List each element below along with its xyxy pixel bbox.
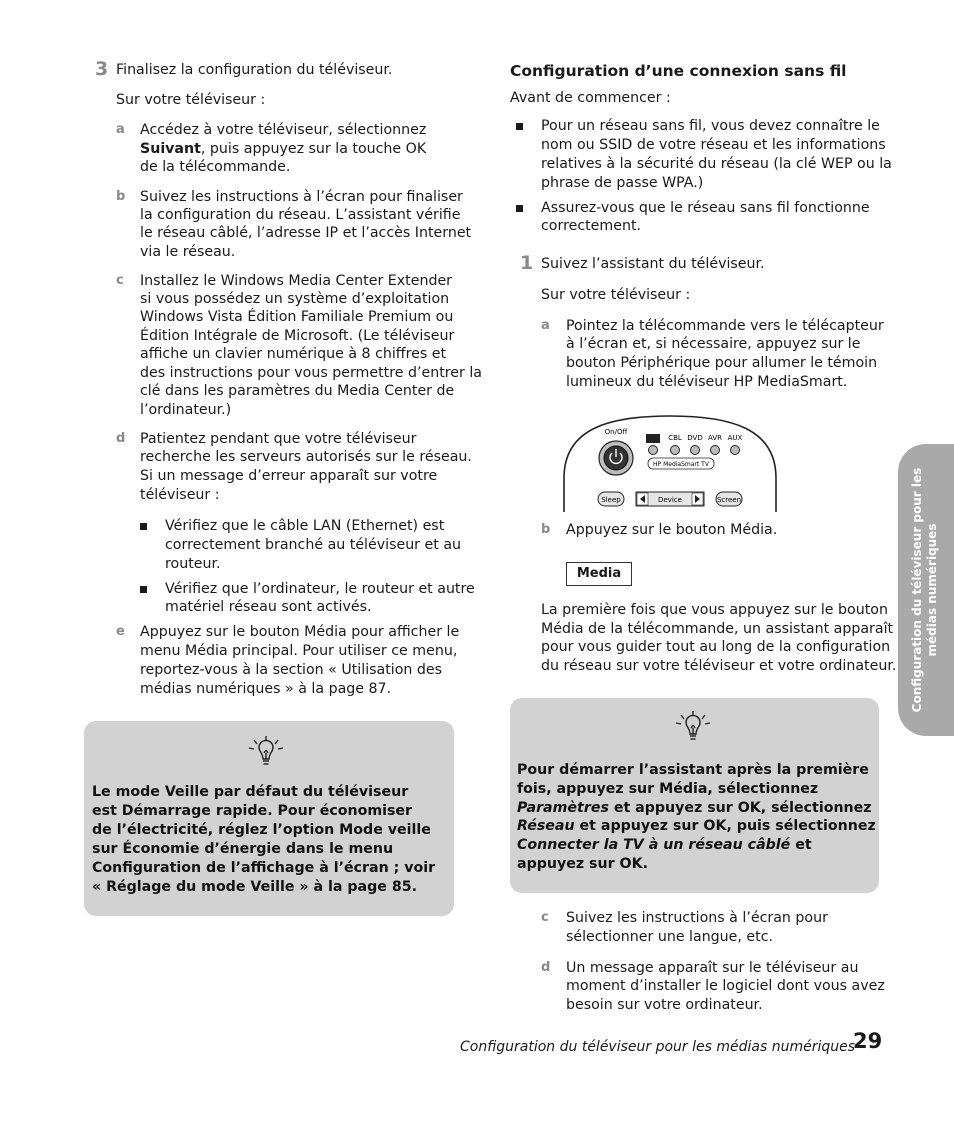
dvd-indicator (691, 446, 700, 455)
tip-text (517, 817, 876, 836)
intro-text: Avant de commencer : (510, 90, 671, 106)
page-number: 29 (853, 1029, 883, 1053)
paragraph-text: du réseau sur votre téléviseur et votre ordinateur. (541, 658, 897, 674)
item-text: la configuration du réseau. L’assistant vérifie (140, 207, 461, 223)
item-text: lumineux du téléviseur HP MediaSmart. (566, 374, 848, 390)
item-text: Appuyez sur le bouton Média pour afficher le (140, 624, 460, 640)
bullet-marker (140, 523, 147, 530)
item-text: affiche un clavier numérique à 8 chiffres et (140, 346, 447, 362)
footer-chapter-title: Configuration du téléviseur pour les médias numériques (460, 1039, 856, 1055)
bullet-text: Vérifiez que l’ordinateur, le routeur et autre (165, 581, 475, 597)
paragraph-text: Média de la télécommande, un assistant apparaît (541, 621, 894, 637)
bullet-text: Pour un réseau sans fil, vous devez connaître le (541, 118, 880, 134)
section-heading: Configuration d’une connexion sans fil (510, 62, 847, 80)
item-letter: b (541, 522, 551, 537)
tip-text: de l’électricité, réglez l’option Mode veille (92, 822, 431, 838)
item-letter: d (116, 431, 126, 446)
paragraph-text: pour vous guider tout au long de la configuration (541, 639, 891, 655)
tip-text: sur Économie d’énergie dans le menu (92, 841, 394, 857)
step-number: 1 (520, 252, 534, 274)
bullet-text: routeur. (165, 556, 221, 572)
tip-text-rest: et appuyez sur OK, puis sélectionnez (574, 818, 876, 834)
step-text: Finalisez la configuration du téléviseur. (116, 62, 393, 78)
bullet-marker (516, 123, 523, 130)
item-letter: b (116, 189, 126, 204)
menu-term: Paramètres (517, 800, 609, 816)
tip-text: « Réglage du mode Veille » à la page 85. (92, 879, 417, 895)
screen-label: Screen (716, 496, 742, 504)
onoff-label: On/Off (604, 428, 628, 436)
tip-text: Le mode Veille par défaut du téléviseur (92, 784, 409, 800)
bullet-text: Vérifiez que le câble LAN (Ethernet) est (165, 518, 445, 534)
item-text: Suivez les instructions à l’écran pour (566, 910, 828, 926)
item-text: menu Média principal. Pour utiliser ce menu, (140, 643, 458, 659)
item-text: le réseau câblé, l’adresse IP et l’accès Internet (140, 225, 472, 241)
item-text: Appuyez sur le bouton Média. (566, 522, 778, 538)
hp-label: HP MediaSmart TV (653, 461, 709, 468)
chapter-side-tab (898, 444, 954, 736)
bold-term: Suivant (140, 141, 201, 157)
device-label: Device (658, 496, 682, 504)
item-text: besoin sur votre ordinateur. (566, 997, 763, 1013)
menu-term: Connecter la TV à un réseau câblé (517, 837, 791, 853)
item-text: Un message apparaît sur le téléviseur au (566, 960, 859, 976)
item-text: à l’écran et, si nécessaire, appuyez sur le (566, 336, 861, 352)
item-text: si vous possédez un système d’exploitation (140, 291, 450, 307)
item-text: via le réseau. (140, 244, 236, 260)
tv-indicator (649, 446, 658, 455)
tip-text (517, 799, 872, 818)
item-letter: c (541, 910, 549, 925)
tip-text (517, 836, 812, 855)
tip-text: Pour démarrer l’assistant après la première (517, 762, 869, 778)
bullet-marker (140, 586, 147, 593)
item-text: médias numériques » à la page 87. (140, 681, 392, 697)
lightbulb-icon (246, 735, 286, 775)
item-text: téléviseur : (140, 487, 220, 503)
item-text: des instructions pour vous permettre d’entrer la (140, 365, 482, 381)
item-text: Patientez pendant que votre téléviseur (140, 431, 417, 447)
item-text: sélectionner une langue, etc. (566, 929, 774, 945)
step-number: 3 (95, 58, 109, 80)
item-text: de la télécommande. (140, 159, 291, 175)
media-button-illustration: Media (566, 562, 632, 586)
step-text: Suivez l’assistant du téléviseur. (541, 256, 765, 272)
item-text: reportez-vous à la section « Utilisation des (140, 662, 443, 678)
item-letter: a (116, 122, 125, 137)
aux-indicator (731, 446, 740, 455)
item-letter: e (116, 624, 125, 639)
item-text: Édition Intégrale de Microsoft. (Le téléviseur (140, 328, 455, 344)
step-subtext: Sur votre téléviseur : (541, 287, 691, 303)
item-text: Installez le Windows Media Center Extender (140, 273, 453, 289)
item-text: l’ordinateur.) (140, 402, 232, 418)
item-text: recherche les serveurs autorisés sur le réseau. (140, 449, 472, 465)
tip-text: est Démarrage rapide. Pour économiser (92, 803, 413, 819)
item-letter: c (116, 273, 124, 288)
item-text: Accédez à votre téléviseur, sélectionnez (140, 122, 427, 138)
sleep-label: Sleep (601, 496, 621, 504)
item-text: Pointez la télécommande vers le télécapteur (566, 318, 884, 334)
bullet-text: Assurez-vous que le réseau sans fil fonctionne (541, 200, 870, 216)
item-text: Suivez les instructions à l’écran pour finaliser (140, 189, 463, 205)
aux-label: AUX (727, 434, 743, 442)
remote-control-illustration (560, 408, 780, 516)
cbl-label: CBL (668, 434, 682, 442)
tip-text-rest: et appuyez sur OK, sélectionnez (608, 800, 872, 816)
item-letter: a (541, 318, 550, 333)
dvd-label: DVD (687, 434, 703, 442)
bullet-text: correctement branché au téléviseur et au (165, 537, 462, 553)
tip-text-rest: et (790, 837, 812, 853)
lightbulb-icon (673, 710, 713, 750)
paragraph-text: La première fois que vous appuyez sur le bouton (541, 602, 888, 618)
item-text: Windows Vista Édition Familiale Premium ou (140, 309, 454, 325)
step-subtext: Sur votre téléviseur : (116, 92, 266, 108)
tv-icon (646, 434, 660, 443)
avr-indicator (711, 446, 720, 455)
tip-text: appuyez sur OK. (517, 856, 648, 872)
bullet-text: matériel réseau sont activés. (165, 599, 372, 615)
item-text: Si un message d’erreur apparaît sur votre (140, 468, 438, 484)
item-text-rest: , puis appuyez sur la touche OK (200, 141, 427, 157)
bullet-text: relatives à la sécurité du réseau (la clé WEP ou la (541, 156, 892, 172)
tip-text: Configuration de l’affichage à l’écran ; voir (92, 860, 436, 876)
cbl-indicator (671, 446, 680, 455)
item-text: bouton Périphérique pour allumer le témoin (566, 355, 878, 371)
menu-term: Réseau (517, 818, 575, 834)
chapter-side-tab-label: Configuration du téléviseur pour les médias numériques (910, 467, 939, 713)
bullet-text: nom ou SSID de votre réseau et les informations (541, 137, 886, 153)
tip-text: fois, appuyez sur Média, sélectionnez (517, 781, 819, 797)
bullet-text: phrase de passe WPA.) (541, 175, 704, 191)
item-text: moment d’installer le logiciel dont vous avez (566, 978, 885, 994)
item-text: clé dans les paramètres du Media Center de (140, 383, 455, 399)
bullet-text: correctement. (541, 218, 642, 234)
avr-label: AVR (708, 434, 722, 442)
bullet-marker (516, 205, 523, 212)
item-text (140, 140, 426, 159)
item-letter: d (541, 960, 551, 975)
